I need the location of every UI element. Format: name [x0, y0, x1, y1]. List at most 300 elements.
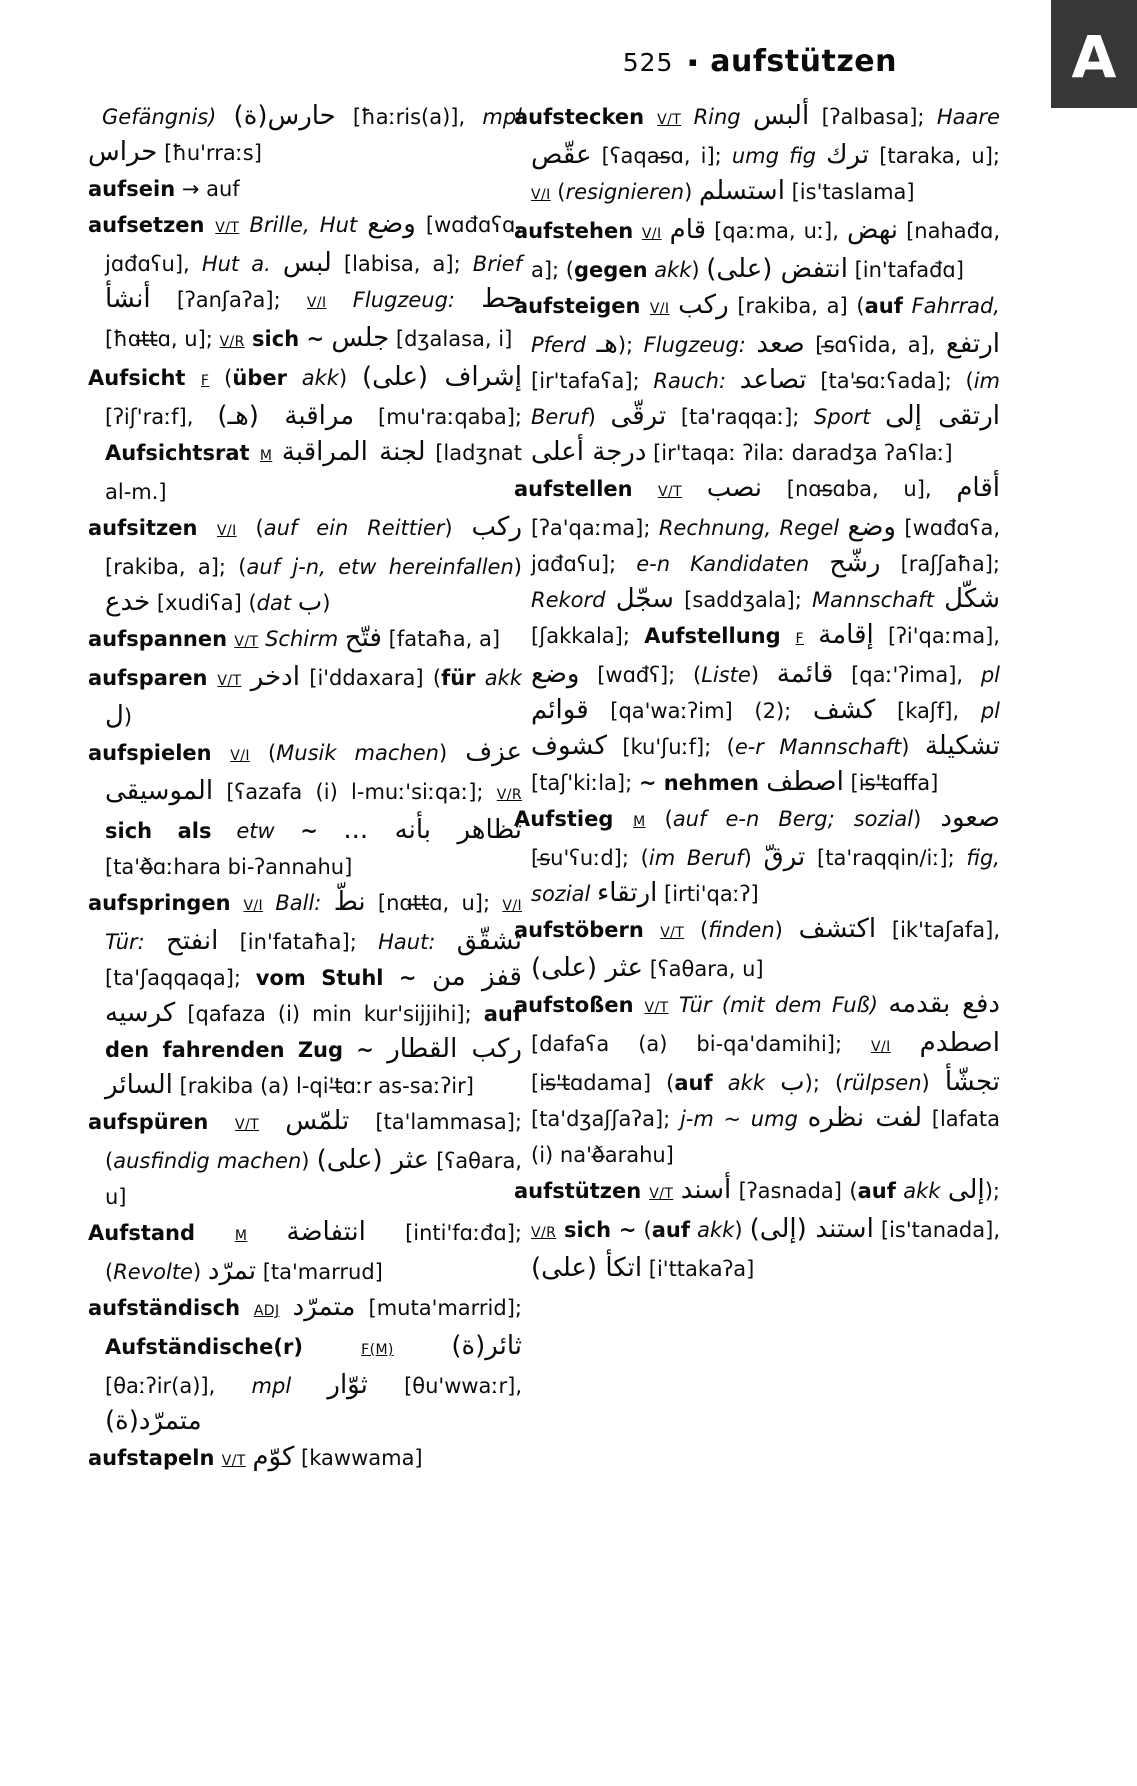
phonetic-or-plain-text: ) — [921, 1071, 945, 1095]
phonetic-or-plain-text: [wɑđɑʕɑ, jɑđɑʕu], — [105, 213, 523, 276]
phonetic-or-plain-text: ) — [691, 258, 707, 282]
arabic-text: ارتقى إلى درجة أعلى — [531, 401, 1001, 467]
phonetic-or-plain-text: [ta'marrud] — [256, 1260, 383, 1284]
phonetic-or-plain-text: [in'fataħa]; — [218, 930, 379, 954]
phonetic-or-plain-text — [940, 1179, 947, 1203]
headword-or-phrase: aufstehen — [514, 219, 642, 243]
arabic-text: شكّل — [944, 584, 1000, 614]
arabic-text: لبس — [282, 248, 332, 278]
context-label: Mannschaft — [812, 588, 945, 612]
context-label: Ball: — [263, 891, 334, 915]
headword-or-phrase: aufständisch — [88, 1296, 254, 1320]
arabic-text: أنشأ — [105, 284, 151, 314]
grammar-tag: M — [259, 448, 273, 464]
phonetic-or-plain-text: [i'ttakaʔa] — [642, 1257, 755, 1281]
phonetic-or-plain-text: [nɑs̶ɑba, u], — [762, 477, 957, 501]
phonetic-or-plain-text: [is̶'t̶ɑdama] ( — [531, 1071, 675, 1095]
phonetic-or-plain-text: [qaː'ʔima], — [833, 663, 981, 687]
phonetic-or-plain-text: [ta'lammasa]; ( — [105, 1110, 522, 1173]
context-label: akk — [647, 258, 692, 282]
arabic-text: وضع — [531, 659, 580, 689]
arabic-text: ارتفع — [945, 329, 1000, 359]
phonetic-or-plain-text — [669, 294, 678, 318]
phonetic-or-plain-text: [dʒalasa, i] — [389, 327, 513, 351]
phonetic-or-plain-text: [ir'taqaː ʔilaː daradʒa ʔaʕlaː] — [646, 441, 953, 465]
phonetic-or-plain-text: ); ( — [804, 1071, 844, 1095]
dictionary-entry — [88, 885, 522, 1104]
context-label: Hut a. — [201, 252, 283, 276]
arabic-text: حط — [481, 284, 522, 314]
arabic-text: ثائر(ة) — [451, 1331, 522, 1361]
phonetic-or-plain-text: ( — [645, 807, 673, 831]
grammar-tag: V/T — [235, 1117, 260, 1133]
headword-or-phrase: aufspüren — [88, 1110, 236, 1134]
phonetic-or-plain-text: [nɑt̶t̶ɑ, u]; — [365, 891, 503, 915]
headword-or-phrase: auf — [651, 1218, 691, 1242]
grammar-tag: V/T — [660, 925, 685, 941]
phonetic-or-plain-text: [s̶u'ʕuːd]; ( — [531, 846, 649, 870]
context-label: akk — [286, 366, 339, 390]
grammar-tag: V/I — [216, 523, 237, 539]
phonetic-or-plain-text: [ħu'rraːs] — [157, 141, 262, 165]
arabic-text: نصب — [706, 473, 763, 503]
arabic-text: نطّ — [333, 887, 366, 917]
phonetic-or-plain-text: [is̶'t̶ɑffa] — [843, 771, 939, 795]
arabic-text: سجّل — [615, 584, 674, 614]
arabic-text: ركب — [471, 512, 522, 542]
grammar-tag: V/T — [657, 112, 682, 128]
headword-or-phrase: Aufständische(r) — [105, 1335, 362, 1359]
arabic-text: جلس — [331, 323, 390, 353]
context-label: Fahrrad, Pferd — [531, 294, 1000, 357]
grammar-tag: V/R — [496, 787, 522, 803]
phonetic-or-plain-text: ) — [913, 807, 941, 831]
arabic-text: ارتقاء — [597, 878, 658, 908]
phonetic-or-plain-text: ) — [734, 1218, 750, 1242]
arabic-text: كشوف — [531, 731, 607, 761]
arabic-text: قام — [669, 215, 707, 245]
context-label: Rechnung, Regel — [658, 516, 848, 540]
headword-or-phrase: auf den fahrenden Zug ~ — [105, 1002, 522, 1062]
context-label: Brief — [472, 252, 522, 276]
headword-or-phrase: sich ~ — [556, 1218, 637, 1242]
phonetic-or-plain-text: ) — [301, 1149, 317, 1173]
dictionary-entry — [514, 213, 1000, 288]
phonetic-or-plain-text: ( — [249, 741, 277, 765]
arabic-text: إقامة — [818, 620, 874, 650]
phonetic-or-plain-text: [ʔasnada] ( — [731, 1179, 858, 1203]
headword-or-phrase: vom Stuhl ~ — [255, 966, 432, 990]
phonetic-or-plain-text: [taʃ'kiːla]; — [531, 771, 639, 795]
phonetic-or-plain-text: ) — [513, 555, 522, 579]
arabic-text: عقّص — [531, 140, 592, 170]
phonetic-or-plain-text: ( — [684, 918, 709, 942]
context-label: pl — [980, 699, 1000, 723]
dictionary-entry — [88, 1290, 522, 1440]
phonetic-or-plain-text: [raʃʃaħa]; — [880, 552, 1000, 576]
phonetic-or-plain-text: [ʔanʃaʔa]; — [150, 288, 307, 312]
headword-or-phrase: sich als — [105, 819, 212, 843]
phonetic-or-plain-text: ( — [209, 366, 233, 390]
phonetic-or-plain-text: [labisa, a]; — [331, 252, 473, 276]
phonetic-or-plain-text: [ħɑt̶t̶ɑ, u]; — [105, 327, 220, 351]
context-label: mpl — [251, 1374, 292, 1398]
running-head — [360, 44, 897, 79]
phonetic-or-plain-text: → auf — [175, 177, 240, 201]
phonetic-or-plain-text: ) — [743, 846, 764, 870]
phonetic-or-plain-text: [ladʒnat al-m.] — [105, 441, 522, 504]
arabic-text: رشّح — [829, 548, 881, 578]
context-label: Brille, Hut — [239, 213, 368, 237]
headword-or-phrase: aufsparen — [88, 666, 218, 690]
context-label: Schirm — [258, 627, 345, 651]
phonetic-or-plain-text: [s̶ɑʕida, a], — [804, 333, 946, 357]
phonetic-or-plain-text: [ir'tafaʕa]; — [531, 369, 654, 393]
dictionary-entry — [88, 1440, 522, 1479]
dictionary-entry — [514, 288, 1000, 471]
grammar-tag: ADJ — [253, 1303, 280, 1319]
headword-or-phrase: aufsetzen — [88, 213, 216, 237]
phonetic-or-plain-text: [ʔa'qaːma]; — [531, 516, 659, 540]
phonetic-or-plain-text: [ik'taʃafa], — [876, 918, 1001, 942]
arabic-text: استند (إلى) — [749, 1214, 874, 1244]
phonetic-or-plain-text — [662, 219, 670, 243]
arabic-text: انتفاضة — [286, 1217, 366, 1247]
arabic-text: عزف الموسيقى — [105, 737, 523, 806]
phonetic-or-plain-text: [ħaːris(a)], — [335, 105, 483, 129]
phonetic-or-plain-text — [241, 666, 250, 690]
arabic-text: اتكأ (على) — [531, 1253, 643, 1283]
phonetic-or-plain-text: [is'taslama] — [784, 180, 915, 204]
phonetic-or-plain-text: [ta'raqqin/iː]; — [805, 846, 967, 870]
phonetic-or-plain-text: [ʕaqas̶ɑ, i]; — [591, 144, 732, 168]
context-label: Tür: — [105, 930, 167, 954]
phonetic-or-plain-text — [765, 1071, 780, 1095]
headword-or-phrase: aufstellen — [514, 477, 658, 501]
context-label: Ring — [681, 105, 754, 129]
headword-or-phrase: auf — [674, 1071, 713, 1095]
headword-or-phrase: Aufstand — [88, 1221, 235, 1245]
arabic-text: إلى — [947, 1175, 985, 1205]
grammar-tag: F — [200, 373, 210, 389]
dictionary-entry — [88, 1104, 522, 1215]
dictionary-entry — [88, 1215, 522, 1290]
dictionary-entry — [88, 660, 522, 735]
arabic-text: صعود — [940, 803, 1001, 833]
arabic-text: ترقّى — [610, 401, 667, 431]
context-label: Rekord — [531, 588, 616, 612]
arabic-text: استسلم — [698, 176, 785, 206]
arabic-text: اصطف — [766, 767, 844, 797]
arabic-text: دفع بقدمه — [888, 989, 1000, 1019]
phonetic-or-plain-text: [ʕaθara, u] — [643, 957, 764, 981]
phonetic-or-plain-text: [nahađɑ, a]; ( — [531, 219, 1000, 282]
square-bullet-icon: ▪ — [688, 55, 698, 70]
arabic-text: تلمّس — [285, 1106, 350, 1136]
arabic-text: ب — [297, 587, 323, 617]
grammar-tag: V/I — [641, 226, 662, 242]
dictionary-entry — [514, 471, 1000, 801]
grammar-tag: V/T — [644, 1000, 669, 1016]
context-label: auf e-n Berg; sozial — [672, 807, 914, 831]
headword-or-phrase: Aufstieg — [514, 807, 634, 831]
grammar-tag: V/I — [531, 187, 551, 203]
phonetic-or-plain-text: [ʕaθara, u] — [105, 1149, 522, 1209]
arabic-text: تظاهر بأنه ... — [343, 815, 523, 845]
phonetic-or-plain-text: [ʔalbasa]; — [809, 105, 937, 129]
headword-or-phrase: aufspielen — [88, 741, 231, 765]
phonetic-or-plain-text: [rakiba, a] ( — [728, 294, 865, 318]
arabic-text: صعد — [756, 329, 805, 359]
phonetic-or-plain-text: ) — [444, 516, 472, 540]
headword-or-phrase: ~ nehmen — [638, 771, 767, 795]
arabic-text: تجشّأ — [944, 1067, 1000, 1097]
dictionary-entry — [514, 1173, 1000, 1287]
arabic-text: هـ — [596, 329, 618, 359]
arabic-text: لفت نظره — [807, 1103, 923, 1133]
arabic-text: تصاعد — [739, 365, 807, 395]
headword-or-phrase: Aufstellung — [644, 624, 796, 648]
headword-or-phrase: aufspringen — [88, 891, 244, 915]
context-label: im Beruf — [531, 369, 1000, 429]
arabic-text: ل — [105, 701, 124, 731]
grammar-tag: V/T — [217, 673, 242, 689]
phonetic-or-plain-text: ( — [550, 180, 566, 204]
phonetic-or-plain-text: ) — [750, 663, 777, 687]
context-label: Liste — [701, 663, 751, 687]
phonetic-or-plain-text — [291, 591, 298, 615]
grammar-tag: V/I — [649, 301, 670, 317]
phonetic-or-plain-text: [θu'wwaːr], — [367, 1374, 522, 1398]
arabic-text: انتفض (على) — [706, 254, 848, 284]
arabic-text: تشقّق — [456, 926, 522, 956]
phonetic-or-plain-text: [ta'ð̶ɑːhara bi-ʔannahu] — [105, 855, 353, 879]
context-label: rülpsen — [843, 1071, 922, 1095]
headword-or-phrase: auf — [864, 294, 903, 318]
phonetic-or-plain-text: [mu'raːqaba]; — [354, 405, 522, 429]
phonetic-or-plain-text: [kaʃf], — [875, 699, 981, 723]
dictionary-entry — [88, 510, 522, 621]
headword-or-phrase: aufsein — [88, 177, 176, 201]
headword-or-phrase: aufsteigen — [514, 294, 650, 318]
context-label: e-r Mannschaft — [734, 735, 902, 759]
dictionary-column-right — [514, 99, 1000, 1287]
arabic-text: قوائم — [531, 695, 589, 725]
arabic-text: ركب القطار السائر — [105, 1034, 522, 1100]
context-label: pl — [980, 663, 1000, 687]
dictionary-entry — [514, 912, 1000, 987]
grammar-tag: V/I — [502, 898, 522, 914]
arabic-text: مراقبة (هـ) — [217, 401, 355, 431]
arabic-text: ألبس — [753, 101, 810, 131]
arabic-text: خدع — [105, 587, 151, 617]
grammar-tag: V/T — [221, 1453, 246, 1469]
context-label: Tür (mit dem Fuß) — [668, 993, 889, 1017]
headword-or-phrase: aufstöbern — [514, 918, 661, 942]
headword-or-phrase: über — [232, 366, 287, 390]
arabic-text: تشكيلة — [924, 731, 1000, 761]
arabic-text: حراس — [88, 137, 158, 167]
headword-or-phrase: ~ — [274, 819, 344, 843]
grammar-tag: V/I — [871, 1039, 891, 1055]
grammar-tag: V/T — [215, 220, 240, 236]
phonetic-or-plain-text: [wɑđʕ]; ( — [579, 663, 702, 687]
arabic-text: عثر (على) — [316, 1145, 430, 1175]
context-label: fig, sozial — [531, 846, 1000, 906]
phonetic-or-plain-text: [ku'ʃuːf]; ( — [606, 735, 735, 759]
phonetic-or-plain-text: ) — [774, 918, 799, 942]
phonetic-or-plain-text: ) — [901, 735, 925, 759]
phonetic-or-plain-text: ) — [587, 405, 611, 429]
headword-or-phrase: aufstoßen — [514, 993, 645, 1017]
phonetic-or-plain-text: [i'ddaxara] ( — [299, 666, 442, 690]
phonetic-or-plain-text: [wɑđɑʕa, jɑđɑʕu]; — [531, 516, 1000, 576]
context-label: akk — [712, 1071, 765, 1095]
context-label: ausfindig machen — [113, 1149, 302, 1173]
tab-letter: A — [1071, 23, 1117, 91]
phonetic-or-plain-text — [247, 1221, 286, 1245]
phonetic-or-plain-text: [in'tafađɑ] — [847, 258, 964, 282]
arabic-text: قفز من كرسيه — [105, 962, 522, 1028]
phonetic-or-plain-text: ); — [617, 333, 644, 357]
headword-or-phrase: sich ~ — [244, 327, 332, 351]
context-label: dat — [256, 591, 292, 615]
arabic-text: انفتح — [166, 926, 219, 956]
headword-or-phrase: gegen — [574, 258, 648, 282]
thumb-index-tab-a — [1051, 0, 1137, 108]
phonetic-or-plain-text: ( — [236, 516, 264, 540]
phonetic-or-plain-text: ); — [984, 1179, 1000, 1203]
phonetic-or-plain-text: ) — [123, 705, 133, 729]
context-label: finden — [708, 918, 775, 942]
context-label: j-m ~ umg — [679, 1107, 808, 1131]
grammar-tag: V/I — [243, 898, 264, 914]
dictionary-entry-continuation — [88, 99, 522, 171]
headword-or-phrase: für — [441, 666, 476, 690]
grammar-tag: V/I — [306, 295, 327, 311]
arabic-text: وضع — [847, 512, 896, 542]
arabic-text: أسند — [680, 1175, 732, 1205]
context-label: akk — [690, 1218, 735, 1242]
dictionary-column-left — [88, 99, 522, 1479]
context-label: Haut: — [378, 930, 457, 954]
guide-word: aufstützen — [710, 44, 897, 79]
context-label: Haare — [936, 105, 1000, 129]
phonetic-or-plain-text: [qaːma, uː], — [706, 219, 847, 243]
dictionary-entry — [514, 801, 1000, 912]
context-label: e-n Kandidaten — [636, 552, 830, 576]
phonetic-or-plain-text: ) — [192, 1260, 208, 1284]
phonetic-or-plain-text: [fataħa, a] — [381, 627, 501, 651]
context-label: auf j-n, etw hereinfallen — [246, 555, 514, 579]
context-label: Sport — [814, 405, 886, 429]
arabic-text: ادخر — [250, 662, 300, 692]
headword-or-phrase: Aufsichtsrat — [105, 441, 260, 465]
phonetic-or-plain-text: [xudiʕa] ( — [150, 591, 257, 615]
grammar-tag: M — [633, 814, 646, 830]
headword-or-phrase: aufstützen — [514, 1179, 650, 1203]
context-label: akk — [475, 666, 522, 690]
arabic-text: متمرّد — [292, 1292, 356, 1322]
context-label: akk — [895, 1179, 941, 1203]
grammar-tag: F(M) — [361, 1342, 394, 1358]
phonetic-or-plain-text: ) — [438, 741, 466, 765]
phonetic-or-plain-text: [ʕazafa (i) l-muː'siːqaː]; — [213, 780, 497, 804]
phonetic-or-plain-text: [ta's̶ɑːʕada]; ( — [806, 369, 974, 393]
phonetic-or-plain-text: [is'tanada], — [873, 1218, 1000, 1242]
phonetic-or-plain-text — [394, 1335, 452, 1359]
arabic-text: نهض — [846, 215, 899, 245]
arabic-text: تمرّد — [207, 1256, 257, 1286]
arabic-text: عثر (على) — [531, 953, 644, 983]
arabic-text: ترك — [826, 140, 870, 170]
phonetic-or-plain-text — [291, 1374, 327, 1398]
phonetic-or-plain-text: [rakiba (a) l-qi't̶ɑːr as-saːʔir] — [172, 1074, 474, 1098]
phonetic-or-plain-text — [682, 477, 707, 501]
context-label: im Beruf — [648, 846, 744, 870]
headword-or-phrase: aufsitzen — [88, 516, 217, 540]
grammar-tag: V/T — [649, 1186, 674, 1202]
grammar-tag: V/I — [230, 748, 250, 764]
grammar-tag: F — [795, 631, 804, 647]
phonetic-or-plain-text: [ʃakkala]; — [531, 624, 645, 648]
phonetic-or-plain-text: [θaːʔir(a)], — [105, 1374, 252, 1398]
arabic-text: ترقّ — [763, 842, 806, 872]
dictionary-entry — [514, 99, 1000, 213]
phonetic-or-plain-text: [ʔiʃ'raːf], — [105, 405, 218, 429]
arabic-text: حارس(ة) — [233, 101, 336, 131]
arabic-text: كشف — [812, 695, 876, 725]
grammar-tag: M — [234, 1228, 248, 1244]
phonetic-or-plain-text: [qafaza (i) min kur'sijjihi]; — [175, 1002, 484, 1026]
headword-or-phrase: aufspannen — [88, 627, 235, 651]
phonetic-or-plain-text — [804, 624, 818, 648]
phonetic-or-plain-text — [259, 1110, 285, 1134]
phonetic-or-plain-text: [kawwama] — [294, 1446, 423, 1470]
headword-or-phrase: aufstecken — [514, 105, 658, 129]
context-label: Musik machen — [276, 741, 439, 765]
arabic-text: ب — [780, 1067, 805, 1097]
phonetic-or-plain-text: [irti'qaːʔ] — [657, 882, 759, 906]
phonetic-or-plain-text: ( — [636, 1218, 652, 1242]
arabic-text: فتّح — [344, 623, 382, 653]
phonetic-or-plain-text: [inti'fɑːđɑ]; ( — [105, 1221, 522, 1284]
context-label: resignieren — [565, 180, 685, 204]
context-label: etw — [211, 819, 275, 843]
dictionary-entry — [514, 987, 1000, 1173]
phonetic-or-plain-text: ) — [338, 366, 362, 390]
arabic-text: إشراف (على) — [361, 362, 522, 392]
context-label: Flugzeug: — [326, 288, 482, 312]
context-label: Revolte — [113, 1260, 193, 1284]
dictionary-entry — [88, 735, 522, 885]
dictionary-entry — [88, 360, 522, 510]
phonetic-or-plain-text: [ta'dʒaʃʃaʔa]; — [531, 1107, 680, 1131]
grammar-tag: V/R — [219, 334, 245, 350]
context-label: Flugzeug: — [643, 333, 757, 357]
arabic-text: لجنة المراقبة — [281, 437, 426, 467]
phonetic-or-plain-text: [qa'waːʔim] (2); — [588, 699, 813, 723]
context-label: auf ein Reittier — [263, 516, 445, 540]
grammar-tag: V/T — [234, 634, 259, 650]
phonetic-or-plain-text: ) — [684, 180, 699, 204]
context-label: umg fig — [731, 144, 827, 168]
phonetic-or-plain-text: [dafaʕa (a) bi-qa'damihi]; — [531, 1032, 872, 1056]
headword-or-phrase: auf — [857, 1179, 896, 1203]
context-label: Rauch: — [653, 369, 740, 393]
dictionary-entry — [88, 171, 522, 207]
headword-or-phrase: Aufsicht — [88, 366, 201, 390]
